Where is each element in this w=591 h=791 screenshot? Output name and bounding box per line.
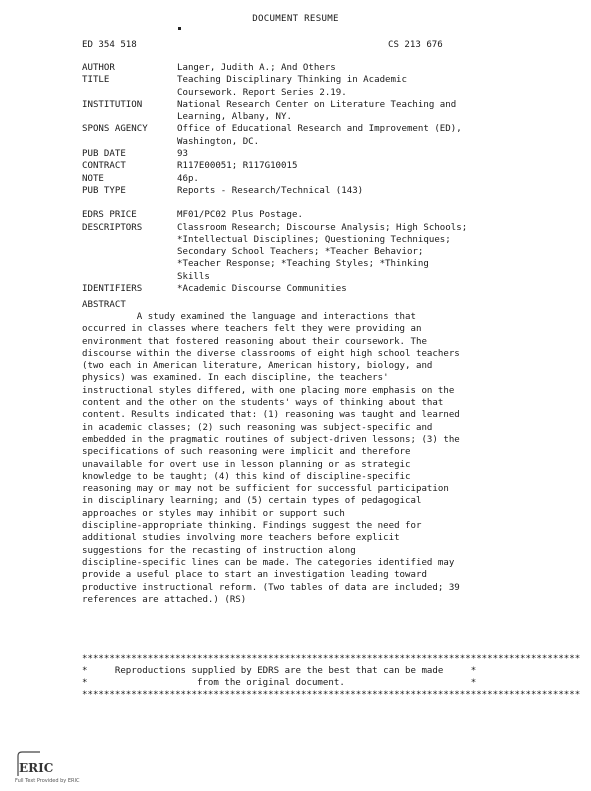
abstract-line: reasoning may or may not be sufficient for successful participation: [82, 484, 449, 495]
field-value: *Intellectual Disciplines; Questioning Techniques;: [177, 234, 451, 245]
field-label: [82, 271, 177, 283]
record-fields: [82, 62, 502, 295]
abstract-line: embedded in the pragmatic routines of subject-driven lessons; (3) the: [82, 434, 460, 445]
footer-star-rule-top: *******************************************************************************************: [82, 654, 581, 664]
abstract-line: specifications of such reasoning were implicit and therefore: [82, 447, 411, 458]
field-row: [82, 160, 502, 172]
field-label: DESCRIPTORS: [82, 222, 143, 233]
field-label: CONTRACT: [82, 161, 126, 172]
field-row: [82, 148, 502, 160]
abstract-line: physics) was examined. In each discipline, the teachers': [82, 373, 389, 384]
field-label: IDENTIFIERS: [82, 284, 143, 295]
field-value: Washington, DC.: [177, 136, 260, 147]
abstract-line: approaches or styles may inhibit or support such: [82, 508, 345, 519]
field-row: [82, 136, 502, 148]
field-row: [82, 209, 502, 221]
abstract-line: in academic classes; (2) such reasoning was subject-specific and: [82, 422, 433, 433]
abstract-line: content and the other on the students' ways of thinking about that: [82, 398, 444, 409]
abstract-line: occurred in classes where teachers felt they were providing an: [82, 324, 422, 335]
eric-logo: [14, 748, 54, 780]
abstract-line: knowledge to be taught; (4) this kind of discipline-specific: [82, 471, 411, 482]
field-row: [82, 234, 502, 246]
field-value: Classroom Research; Discourse Analysis; High Schools;: [177, 222, 468, 233]
abstract-line: environment that fostered reasoning about their coursework. The: [82, 336, 427, 347]
document-title: DOCUMENT RESUME: [252, 14, 339, 24]
scan-mark: [178, 27, 181, 30]
field-label: [82, 111, 177, 123]
field-value: R117E00051; R117G10015: [177, 161, 298, 172]
field-label: [82, 136, 177, 148]
abstract-line: suggestions for the recasting of instruction along: [82, 545, 356, 556]
field-row: [82, 99, 502, 111]
field-value: Secondary School Teachers; *Teacher Behavior;: [177, 247, 424, 258]
field-label: AUTHOR: [82, 63, 115, 73]
field-row: [82, 123, 502, 135]
field-label: [82, 246, 177, 258]
abstract-line: content. Results indicated that: (1) reasoning was taught and learned: [82, 410, 460, 421]
field-label: [82, 87, 177, 99]
field-value: *Teacher Response; *Teaching Styles; *Thinking: [177, 259, 429, 270]
abstract-label: ABSTRACT: [82, 300, 126, 310]
field-value: *Academic Discourse Communities: [177, 284, 347, 295]
field-value: National Research Center on Literature Teaching and: [177, 99, 457, 110]
cs-number: CS 213 676: [388, 40, 443, 50]
field-value: MF01/PC02 Plus Postage.: [177, 210, 303, 221]
field-label: INSTITUTION: [82, 99, 143, 110]
field-value: Langer, Judith A.; And Others: [177, 63, 336, 73]
field-value: Office of Educational Research and Improvement (ED),: [177, 124, 462, 135]
abstract-line: (two each in American literature, American history, biology, and: [82, 361, 433, 372]
abstract-line: unavailable for overt use in lesson planning or as strategic: [82, 459, 411, 470]
footer-reproduction-line-2: * from the original document. *: [82, 678, 477, 688]
abstract-text: [82, 311, 512, 606]
field-row: [82, 283, 502, 295]
ed-number: ED 354 518: [82, 40, 137, 50]
abstract-line: discipline-specific lines can be made. The categories identified may: [82, 557, 455, 568]
field-value: Teaching Disciplinary Thinking in Academic: [177, 75, 407, 86]
field-row: [82, 271, 502, 283]
field-value: 46p.: [177, 173, 199, 184]
abstract-line: discipline-appropriate thinking. Findings suggest the need for: [82, 521, 422, 532]
field-label: NOTE: [82, 173, 104, 184]
abstract-line: provide a useful place to start an investigation leading toward: [82, 570, 427, 581]
abstract-line: additional studies involving more teachers before explicit: [82, 533, 400, 544]
field-row: [82, 246, 502, 258]
abstract-line: in disciplinary learning; and (5) certain types of pedagogical: [82, 496, 422, 507]
field-label: EDRS PRICE: [82, 210, 137, 221]
field-row: [82, 111, 502, 123]
abstract-line: productive instructional reform. (Two tables of data are included; 39: [82, 582, 460, 593]
abstract-line: A study examined the language and interactions that: [82, 312, 416, 322]
field-value: Skills: [177, 271, 210, 282]
abstract-line: discourse within the diverse classrooms of eight high school teachers: [82, 348, 460, 359]
eric-logo-caption: Full Text Provided by ERIC: [15, 778, 80, 784]
field-label: [82, 234, 177, 246]
eric-logo-text: ERIC: [19, 761, 54, 775]
field-label: [82, 258, 177, 270]
field-row: [82, 173, 502, 185]
field-row: [82, 222, 502, 234]
field-row: [82, 185, 502, 197]
field-row: [82, 258, 502, 270]
field-label: PUB TYPE: [82, 185, 126, 196]
abstract-line: instructional styles differed, with one placing more emphasis on the: [82, 385, 455, 396]
field-label: TITLE: [82, 75, 110, 86]
field-label: PUB DATE: [82, 149, 126, 160]
field-row: [82, 62, 502, 74]
field-row: [82, 74, 502, 86]
field-row: [82, 87, 502, 99]
field-value: Learning, Albany, NY.: [177, 112, 292, 123]
field-label: SPONS AGENCY: [82, 124, 148, 135]
footer-star-rule-bottom: *******************************************************************************************: [82, 690, 581, 700]
footer-reproduction-line-1: * Reproductions supplied by EDRS are the best that can be made *: [82, 666, 477, 676]
field-value: Coursework. Report Series 2.19.: [177, 87, 347, 98]
abstract-line: references are attached.) (RS): [82, 594, 247, 605]
field-value: 93: [177, 149, 188, 160]
field-value: Reports - Research/Technical (143): [177, 185, 364, 196]
